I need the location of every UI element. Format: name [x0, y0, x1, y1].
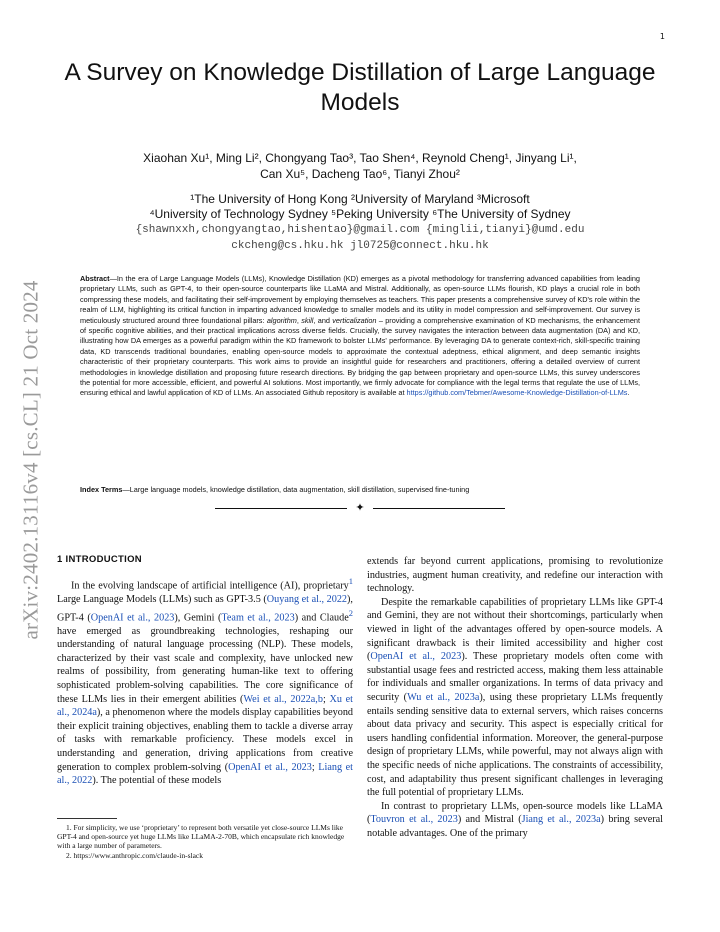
citation-link[interactable]: OpenAI et al., 2023 [228, 761, 312, 773]
citation-link[interactable]: Liang et al., 2022 [57, 761, 353, 787]
body-text: In the evolving landscape of artificial intelligence (AI), proprietary [71, 580, 349, 592]
author-line-1: Xiaohan Xu¹, Ming Li², Chongyang Tao³, Tao Shen⁴, Reynold Cheng¹, Jinyang Li¹, [143, 151, 577, 165]
footnote-1: 1. For simplicity, we use ‘proprietary’ to represent both versatile yet close-source LLMs like GPT-4 and open-source yet huge LLMs like LLaMA-2-70B, which encapsulate rich knowledge with a large number of parameters. [57, 823, 345, 851]
paragraph [367, 555, 663, 596]
author-line-2: Can Xu⁵, Dacheng Tao⁶, Tianyi Zhou² [260, 167, 460, 181]
citation-link[interactable]: OpenAI et al., 2023 [370, 651, 462, 663]
email-line-1: {shawnxxh,chongyangtao,hishentao}@gmail.com {minglii,tianyi}@umd.edu [135, 224, 585, 236]
footnote-2: 2. https://www.anthropic.com/claude-in-slack [66, 850, 203, 860]
citation-link[interactable]: OpenAI et al., 2023 [90, 611, 175, 623]
body-text: ), Gemini ( [174, 611, 222, 623]
abstract-text: – providing a comprehensive examination of KD mechanisms, the enhancement of specific cognitive abilities, and their practical implications across diverse fields. Crucially, the survey navigates the interaction between data augmentation (DA) and KD, illustrating how DA emerges as a powerful paradigm within the KD framework to bolster LLMs' performance. By leveraging DA to generate context-rich, skill-specific training data, KD transcends traditional boundaries, enabling open-source models to approximate the contextual adeptness, ethical alignment, and deep semantic insights characteristic of their proprietary counterparts. This work aims to provide an insightful guide for researchers and practitioners, offering a detailed overview of current methodologies in knowledge distillation and proposing future research directions. By bridging the gap between proprietary and open-source LLMs, this survey underscores the potential for more accessible, efficient, and powerful AI solutions. Most importantly, we firmly advocate for compliance with the legal terms that regulate the use of LLMs, ensuring ethical and lawful application of KD of LLMs. An associated Github repository is available at [80, 315, 640, 398]
email-line-2: ckcheng@cs.hku.hk jl0725@connect.hku.hk [231, 240, 489, 252]
section-divider [215, 502, 505, 516]
paragraph [367, 596, 663, 800]
body-text: ). These proprietary models often come with substantial usage fees and restricted access, making them less attainable for individuals and smaller organizations. In terms of data privacy and security ( [367, 651, 663, 703]
citation-link[interactable]: Xu et al., 2024a [57, 693, 353, 719]
paragraph [57, 575, 353, 788]
body-text: Despite the remarkable capabilities of proprietary LLMs like GPT-4 and Gemini, they are not without their shortcomings, particularly when viewed in light of the advantages offered by open-source models. A significant drawback is their limited accessibility and higher cost ( [367, 596, 663, 663]
diamond-star-icon: ✦ [355, 501, 365, 514]
index-terms [80, 485, 640, 495]
arxiv-identifier-stamp [14, 250, 48, 670]
footnote-marker[interactable]: 1 [348, 576, 353, 586]
citation-link[interactable]: Wu et al., 2023a [407, 691, 480, 703]
left-column [57, 575, 353, 788]
paper-title: A Survey on Knowledge Distillation of Large Language Models [64, 59, 656, 116]
abstract-end: . [627, 388, 630, 398]
paragraph [367, 800, 663, 841]
body-text: ; [311, 761, 319, 773]
body-text: In contrast to proprietary LLMs, open-source models like LLaMA ( [367, 800, 663, 826]
body-text: ) and Claude [294, 611, 349, 623]
index-terms-label: Index Terms [80, 485, 123, 494]
footnote-marker[interactable]: 2 [348, 607, 353, 618]
citation-link[interactable]: Team et al., 2023 [221, 611, 295, 623]
body-text: ; [322, 693, 330, 705]
pillar-algorithm: algorithm [266, 315, 297, 325]
footnote-rule [57, 818, 117, 819]
divider-line-right [373, 508, 505, 509]
citation-link[interactable]: Ouyang et al., 2022 [266, 593, 348, 605]
section-heading-introduction: 1 INTRODUCTION [57, 554, 142, 565]
abstract-separator: , [296, 315, 302, 325]
body-text: extends far beyond current applications, promising to revolutionize industries, augment human creativity, and redefine our interaction with technology. [367, 556, 663, 595]
pillar-verticalization: verticalization [332, 315, 377, 325]
divider-line-left [215, 508, 347, 509]
body-text: ), GPT-4 ( [57, 593, 353, 623]
footnotes [57, 823, 353, 860]
abstract-separator: , and [313, 315, 333, 325]
body-text: ), a phenomenon where the models display capabilities beyond their explicit training objectives, enabling them to tackle a diverse array of tasks with remarkable proficiency. These models excel in understanding and generation, driving applications from creative generation to complex problem-solving ( [57, 707, 354, 773]
citation-link[interactable]: Wei et al., 2022a,b [243, 693, 323, 705]
author-list [80, 150, 640, 182]
abstract-label: Abstract [80, 274, 110, 283]
affiliation-line-2: ⁴University of Technology Sydney ⁵Peking University ⁶The University of Sydney [149, 207, 571, 221]
pillar-skill: skill [301, 315, 314, 325]
arxiv-identifier-text: arXiv:2402.13116v4 [cs.CL] 21 Oct 2024 [18, 280, 43, 640]
abstract-text: —In the era of Large Language Models (LLMs), Knowledge Distillation (KD) emerges as a pivotal methodology for transferring advanced capabilities from leading proprietary LLMs, such as GPT-4, to their open-source counterparts like LLaMA and Mistral. Additionally, as open-source LLMs flourish, KD plays a crucial role in both compressing these models, and facilitating their self-improvement by employing themselves as teachers. This paper presents a comprehensive survey of KD's role within the realm of LLM, highlighting its critical function in imparting advanced knowledge to smaller models and its utility in model compression and self-improvement. Our survey is meticulously structured around three foundational pillars: [80, 274, 640, 325]
affiliation-line-1: ¹The University of Hong Kong ²University of Maryland ³Microsoft [190, 192, 530, 206]
citation-link[interactable]: Touvron et al., 2023 [370, 814, 458, 826]
page-number: 1 [659, 32, 665, 41]
abstract [80, 274, 640, 399]
body-text: have emerged as groundbreaking technologies, reshaping our understanding of natural language processing (NLP). These models, characterized by their vast scale and complexity, have unlocked new realms of possibility, from generating human-like text to offering sophisticated problem-solving capabilities. The core significance of these LLMs lies in their emergent abilities ( [57, 625, 353, 705]
body-text: ) and Mistral ( [457, 814, 522, 826]
email-list [80, 222, 640, 254]
index-terms-text: —Large language models, knowledge distillation, data augmentation, skill distillation, supervised fine-tuning [122, 485, 470, 494]
body-text: ) bring several notable advantages. One of the primary [367, 814, 663, 839]
body-text: Large Language Models (LLMs) such as GPT-3.5 ( [57, 593, 267, 605]
body-text: ), using these proprietary LLMs frequently entails sending sensitive data to external servers, which raises concerns about data privacy and security. This aspect is especially critical for users handling confidential information. Moreover, the general-purpose design of proprietary LLMs, while powerful, may not always align with the specific needs of niche applications. The constraints of accessibility, cost, and adaptability thus present significant challenges in leveraging the full potential of proprietary LLMs. [367, 691, 663, 799]
body-text: ). The potential of these models [92, 775, 222, 787]
right-column [367, 555, 663, 840]
github-repo-link[interactable]: https://github.com/Tebmer/Awesome-Knowledge-Distillation-of-LLMs [406, 388, 628, 398]
citation-link[interactable]: Jiang et al., 2023a [521, 814, 601, 826]
affiliation-list [80, 192, 640, 222]
